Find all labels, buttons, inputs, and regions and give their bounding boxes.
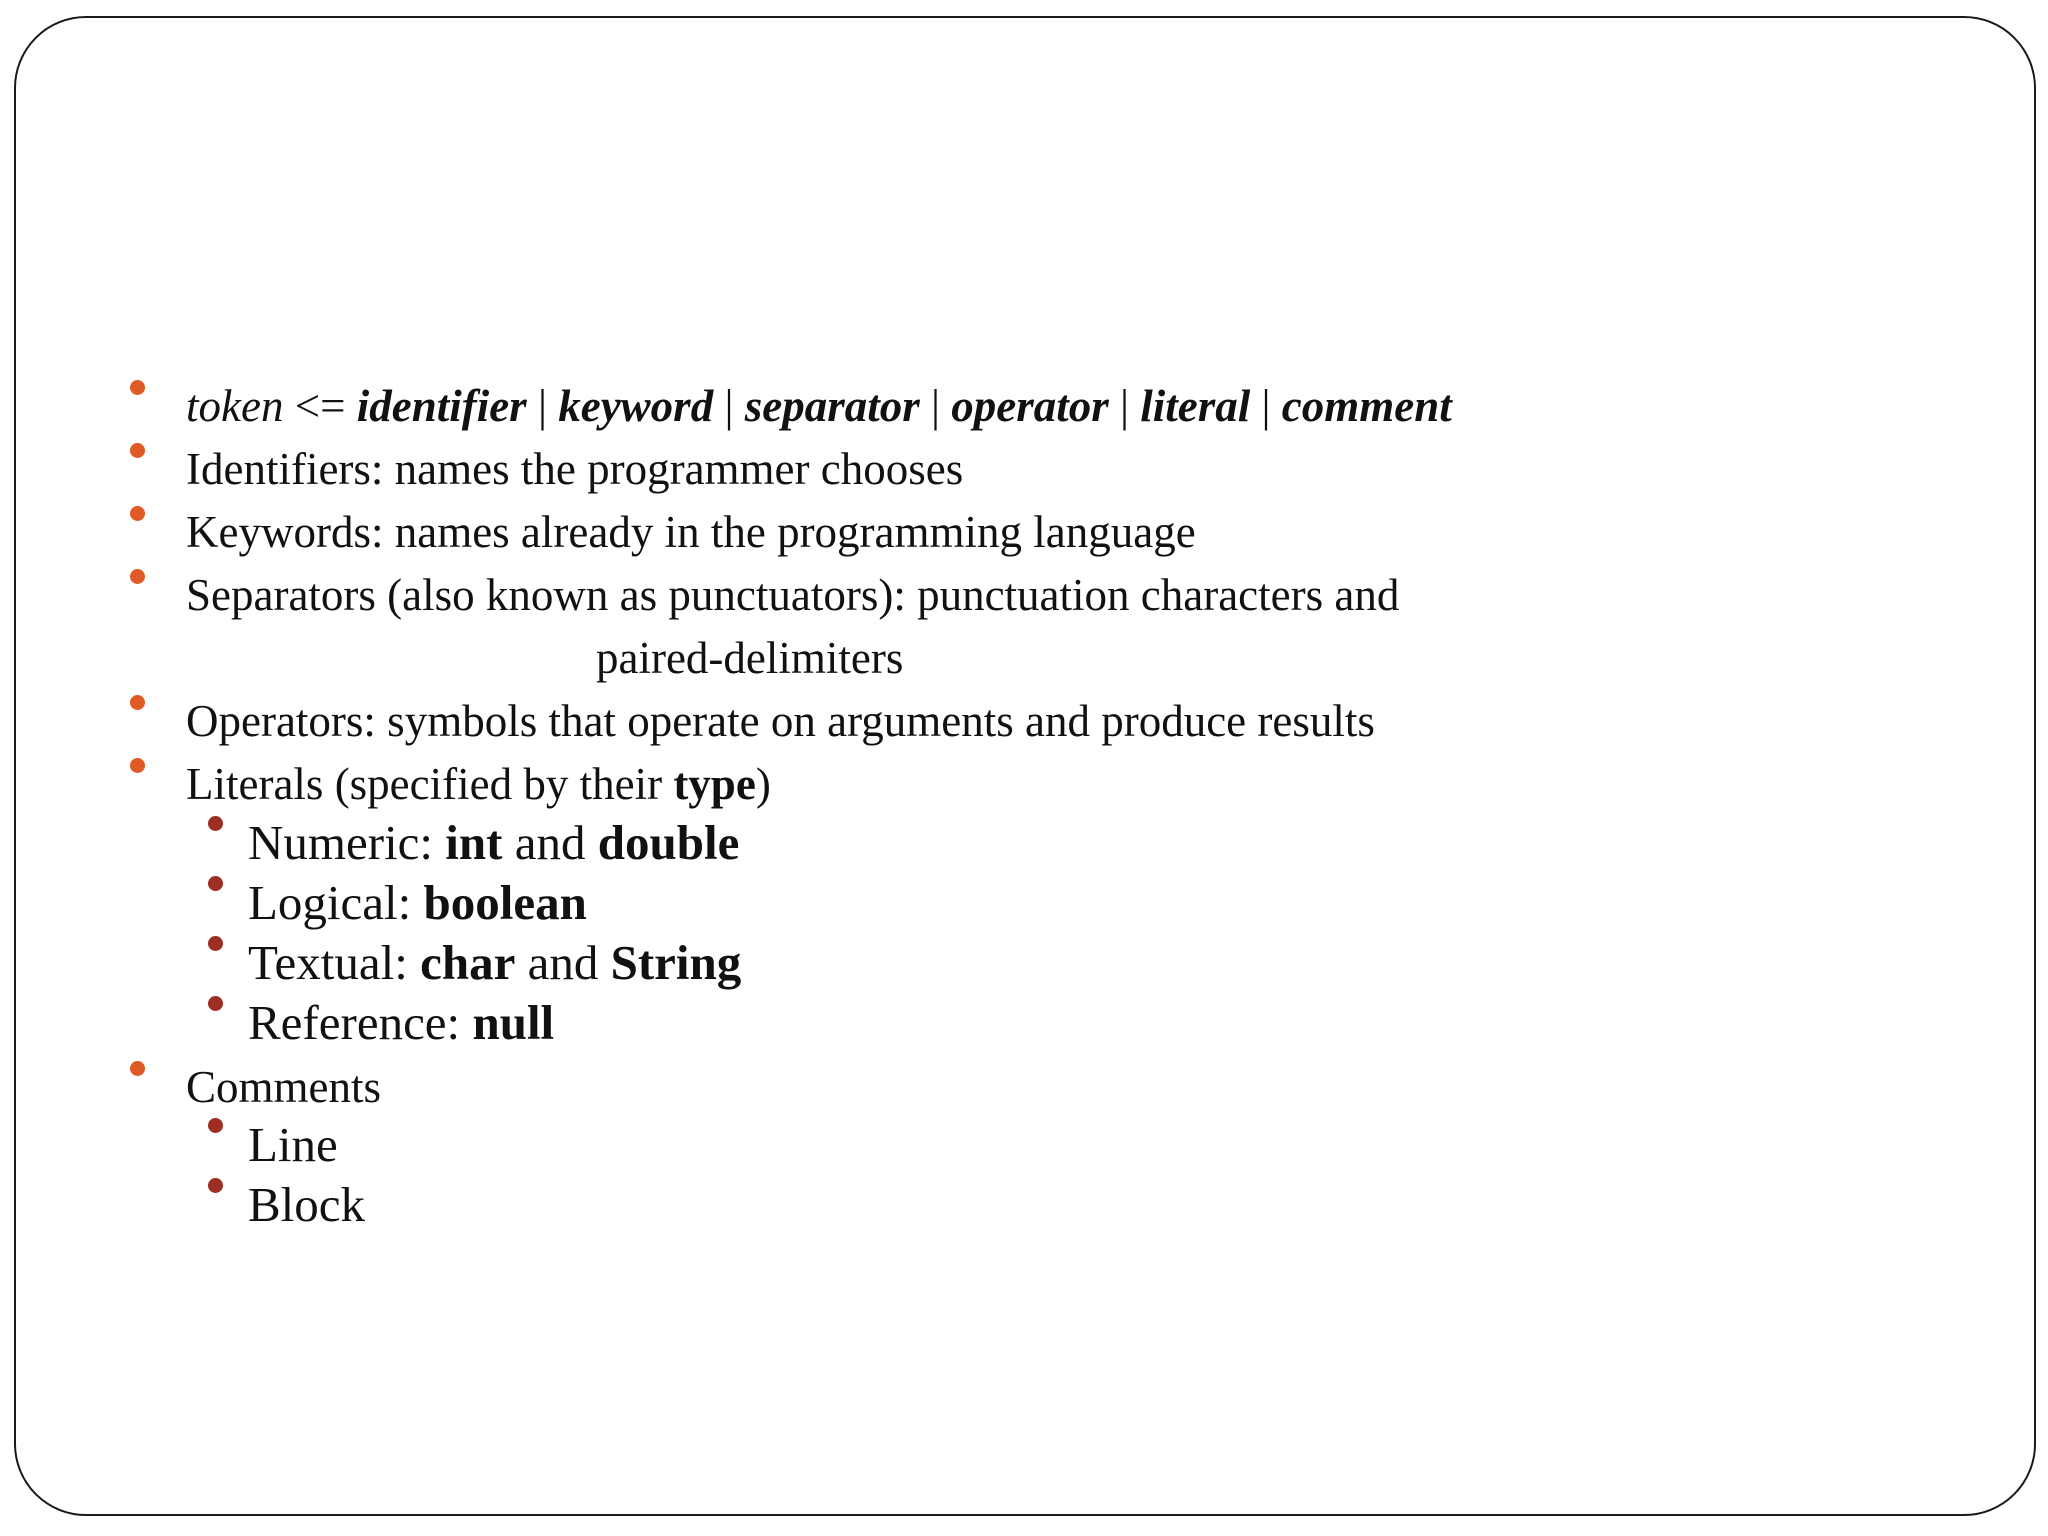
pipe-separator: |: [1108, 381, 1141, 431]
token-grammar-line: [186, 378, 1452, 434]
literal-logical-item: [248, 873, 587, 933]
bullet-dot: [130, 695, 145, 710]
bullet-dot: [130, 569, 145, 584]
logical-label: Logical:: [248, 875, 424, 930]
bullet-dot: [130, 380, 145, 395]
sub-bullet-dot: [208, 1118, 223, 1133]
pipe-separator: |: [526, 381, 559, 431]
separators-continuation: paired-delimiters: [596, 633, 904, 683]
comments-item: Comments: [186, 1062, 382, 1112]
bullet-dot: [130, 1061, 145, 1076]
reference-label: Reference:: [248, 995, 473, 1050]
literal-textual-item: [248, 933, 741, 993]
double-keyword: double: [597, 815, 740, 870]
bullet-dot: [130, 506, 145, 521]
numeric-label: Numeric:: [248, 815, 446, 870]
char-keyword: char: [420, 935, 516, 990]
literals-prefix: Literals (specified by their: [186, 759, 674, 809]
operators-item: Operators: symbols that operate on arguments and produce results: [186, 696, 1375, 746]
sub-bullet-dot: [208, 936, 223, 951]
literals-suffix: ): [755, 759, 771, 809]
pipe-separator: |: [713, 381, 745, 431]
literals-type-word: type: [673, 759, 756, 809]
sub-bullet-dot: [208, 1178, 223, 1193]
and-word: and: [502, 815, 598, 870]
and-word: and: [515, 935, 611, 990]
pipe-separator: |: [1250, 381, 1282, 431]
slide-frame: [14, 16, 2036, 1516]
bullet-dot: [130, 443, 145, 458]
pipe-separator: |: [919, 381, 952, 431]
bullet-dot: [130, 758, 145, 773]
separator-term: separator: [744, 381, 920, 431]
literal-reference-item: [248, 993, 554, 1053]
keywords-item: Keywords: names already in the programming language: [186, 507, 1196, 557]
keyword-term: keyword: [558, 381, 714, 431]
comment-term: comment: [1281, 381, 1452, 431]
boolean-keyword: boolean: [423, 875, 587, 930]
comment-block-item: Block: [248, 1177, 366, 1232]
comment-line-item: Line: [248, 1117, 338, 1172]
identifiers-item: Identifiers: names the programmer chooses: [186, 444, 964, 494]
sub-bullet-dot: [208, 876, 223, 891]
int-keyword: int: [445, 815, 503, 870]
textual-label: Textual:: [248, 935, 421, 990]
null-keyword: null: [472, 995, 555, 1050]
operator-term: operator: [951, 381, 1109, 431]
identifier-term: identifier: [356, 381, 527, 431]
token-arrow: <=: [283, 381, 357, 431]
token-term: token: [186, 381, 284, 431]
separators-item: Separators (also known as punctuators): punctuation characters and: [186, 570, 1400, 620]
sub-bullet-dot: [208, 996, 223, 1011]
sub-bullet-dot: [208, 816, 223, 831]
literals-item: [186, 756, 771, 812]
slide-content: [16, 18, 2034, 1514]
literal-numeric-item: [248, 813, 739, 873]
string-keyword: String: [610, 935, 742, 990]
literal-term: literal: [1140, 381, 1251, 431]
